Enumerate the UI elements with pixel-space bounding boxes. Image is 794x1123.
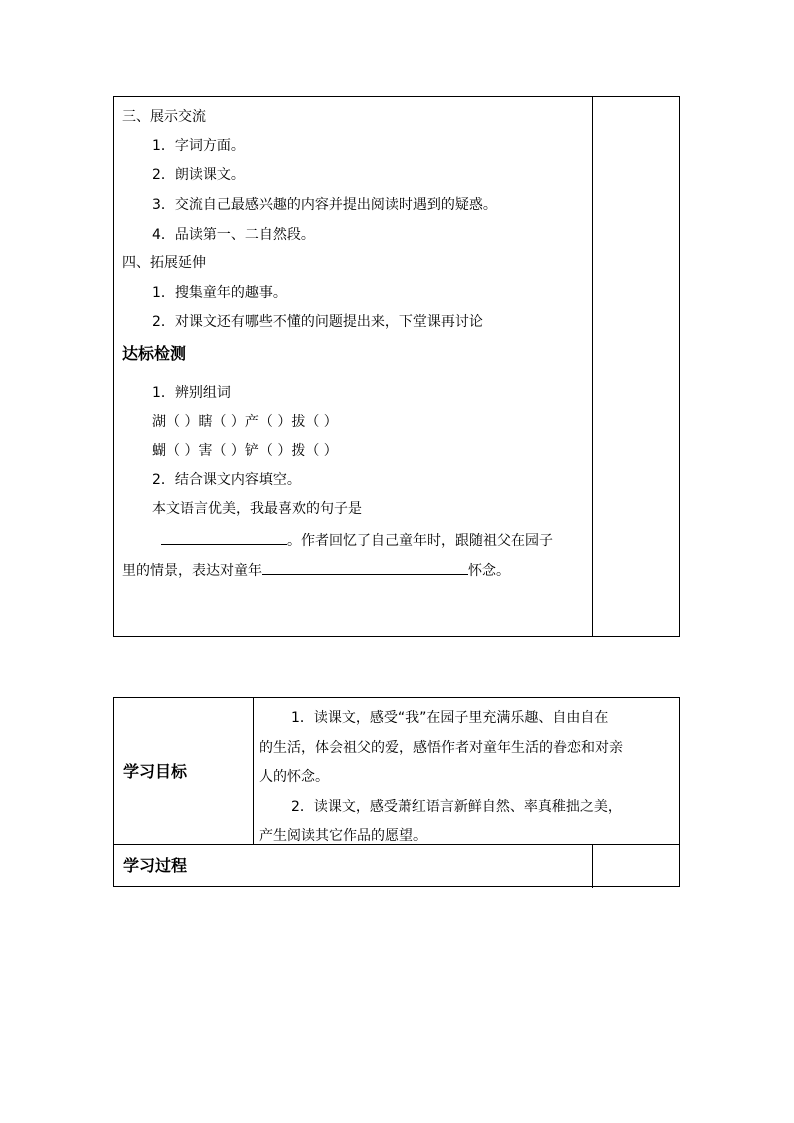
lesson-steps-table <box>113 96 680 637</box>
table-column-divider <box>592 844 593 888</box>
learning-goals-table <box>113 697 680 887</box>
fill-in-text: 里的情景，表达对童年 <box>122 563 262 579</box>
goal-text-line: 2．读课文，感受萧红语言新鲜自然、率真稚拙之美， <box>291 799 622 815</box>
fill-in-text: 。作者回忆了自己童年时，跟随祖父在园子 <box>287 533 553 549</box>
goal-text-line: 1．读课文，感受“我”在园子里充满乐趣、自由自在 <box>291 710 609 726</box>
question-2-title: 2．结合课文内容填空。 <box>152 472 301 488</box>
list-item: 1．字词方面。 <box>152 138 245 154</box>
list-item: 4．品读第一、二自然段。 <box>152 227 315 243</box>
question-2-prompt: 本文语言优美，我最喜欢的句子是 <box>152 501 362 517</box>
table-column-divider <box>592 97 593 636</box>
answer-blank[interactable] <box>161 530 287 545</box>
fill-in-line <box>161 530 553 550</box>
process-label: 学习过程 <box>123 856 188 875</box>
goal-label: 学习目标 <box>123 762 188 781</box>
table-column-divider <box>253 698 254 844</box>
list-item: 2．朗读课文。 <box>152 167 245 183</box>
answer-blank[interactable] <box>262 560 468 575</box>
fill-in-line <box>122 560 510 580</box>
list-item: 3．交流自己最感兴趣的内容并提出阅读时遇到的疑惑。 <box>152 197 497 213</box>
fill-in-text: 怀念。 <box>468 563 510 579</box>
goal-text-line: 产生阅读其它作品的愿望。 <box>259 828 427 844</box>
check-heading: 达标检测 <box>122 344 187 363</box>
section-4-title: 四、拓展延伸 <box>122 255 206 271</box>
list-item: 1．搜集童年的趣事。 <box>152 285 287 301</box>
question-1-title: 1．辨别组词 <box>152 385 231 401</box>
question-1-row-2: 蝴（ ）害（ ）铲（ ）拨（ ） <box>152 443 338 459</box>
section-3-title: 三、展示交流 <box>122 109 206 125</box>
list-item: 2．对课文还有哪些不懂的问题提出来，下堂课再讨论 <box>152 314 483 330</box>
question-1-row-1: 湖（ ）瞎（ ）产（ ）拔（ ） <box>152 414 338 430</box>
goal-text-line: 的生活，体会祖父的爱，感悟作者对童年生活的眷恋和对亲 <box>259 740 623 756</box>
goal-text-line: 人的怀念。 <box>259 769 329 785</box>
